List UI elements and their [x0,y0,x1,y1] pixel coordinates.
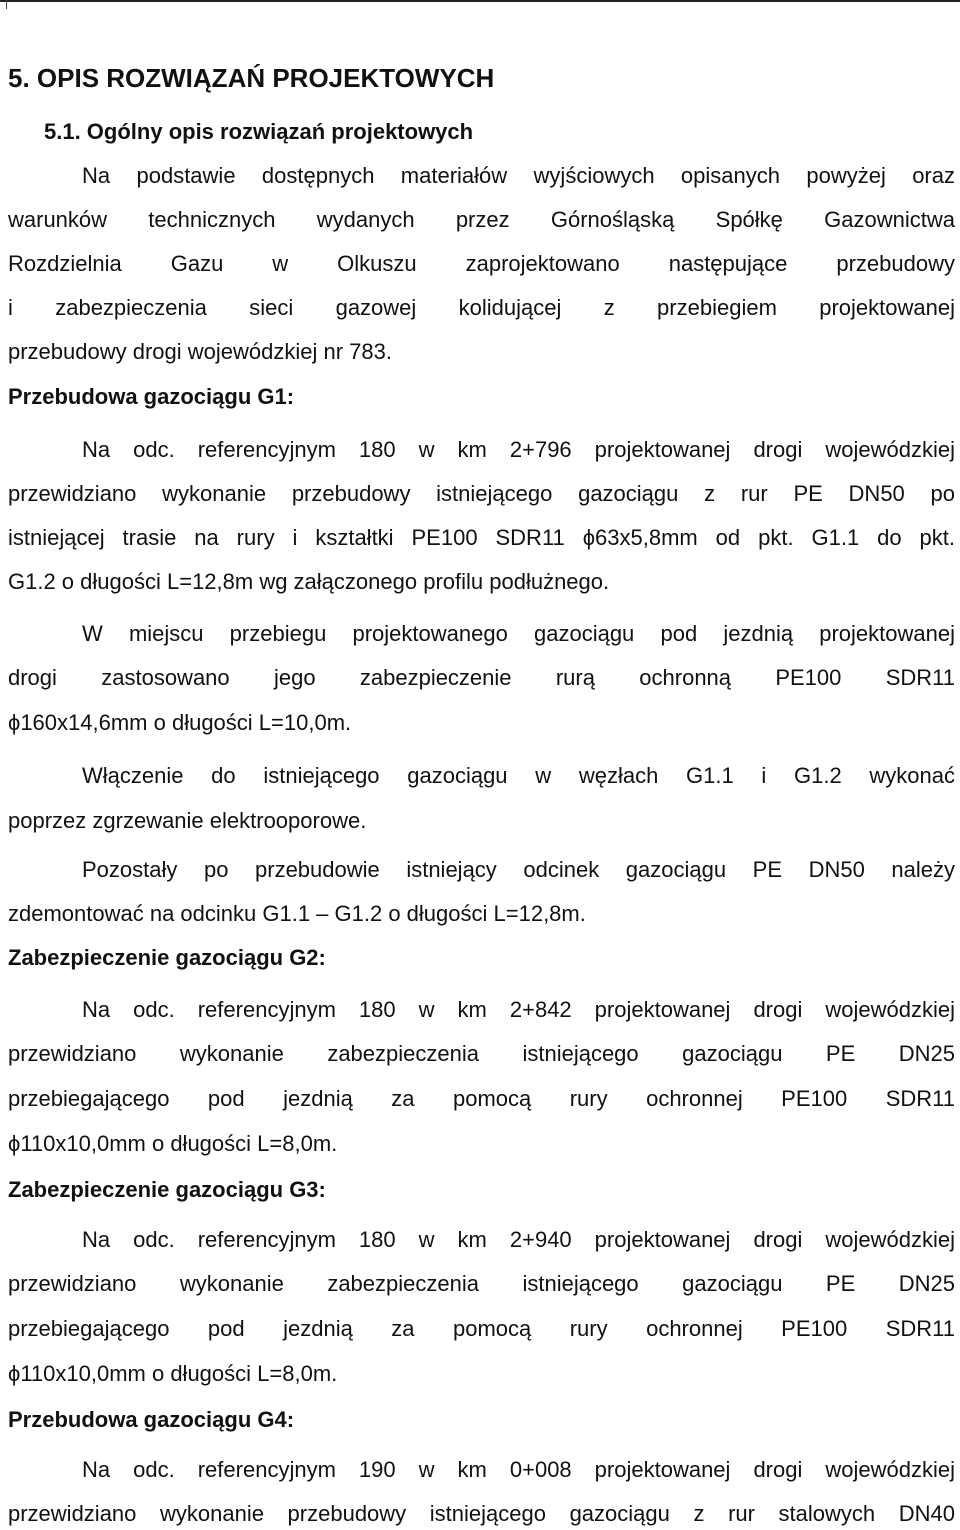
g3-line: przewidziano wykonanie zabezpieczenia istniejącego gazociągu PE DN25 [8,1271,955,1296]
g1-heading: Przebudowa gazociągu G1: [8,384,295,409]
g4-line: przewidziano wykonanie przebudowy istniejącego gazociągu z rur stalowych DN40 [8,1501,955,1526]
subsection-heading: 5.1. Ogólny opis rozwiązań projektowych [44,119,474,144]
g1-line: drogi zastosowano jego zabezpieczenie rurą ochronną PE100 SDR11 [8,665,955,690]
intro-line: Na podstawie dostępnych materiałów wyjściowych opisanych powyżej oraz [82,163,955,188]
g2-line: przewidziano wykonanie zabezpieczenia istniejącego gazociągu PE DN25 [8,1041,955,1066]
g3-line: Na odc. referencyjnym 180 w km 2+940 projektowanej drogi wojewódzkiej [82,1227,955,1252]
intro-line: warunków technicznych wydanych przez Górnośląską Spółkę Gazownictwa [8,207,955,232]
intro-line: Rozdzielnia Gazu w Olkuszu zaprojektowano następujące przebudowy [8,251,955,276]
g1-line: G1.2 o długości L=12,8m wg załączonego profilu podłużnego. [8,569,610,594]
g3-heading: Zabezpieczenie gazociągu G3: [8,1177,326,1202]
g1-line: ϕ160x14,6mm o długości L=10,0m. [8,710,352,735]
g1-line: Na odc. referencyjnym 180 w km 2+796 projektowanej drogi wojewódzkiej [82,437,955,462]
g2-line: ϕ110x10,0mm o długości L=8,0m. [8,1131,338,1156]
g2-heading: Zabezpieczenie gazociągu G2: [8,945,326,970]
intro-line: i zabezpieczenia sieci gazowej kolidującej z przebiegiem projektowanej [8,295,955,320]
top-rule [0,0,960,2]
g1-line: istniejącej trasie na rury i kształtki PE100 SDR11 ϕ63x5,8mm od pkt. G1.1 do pkt. [8,525,955,550]
g4-line: Na odc. referencyjnym 190 w km 0+008 projektowanej drogi wojewódzkiej [82,1457,955,1482]
g1-line: Pozostały po przebudowie istniejący odcinek gazociągu PE DN50 należy [82,857,955,882]
g1-line: poprzez zgrzewanie elektrooporowe. [8,808,367,833]
g3-line: ϕ110x10,0mm o długości L=8,0m. [8,1361,338,1386]
g2-line: przebiegającego pod jezdnią za pomocą rury ochronnej PE100 SDR11 [8,1086,955,1111]
g3-line: przebiegającego pod jezdnią za pomocą rury ochronnej PE100 SDR11 [8,1316,955,1341]
g1-line: W miejscu przebiegu projektowanego gazociągu pod jezdnią projektowanej [82,621,955,646]
corner-tick [6,0,7,9]
g1-line: zdemontować na odcinku G1.1 – G1.2 o długości L=12,8m. [8,901,586,926]
g1-line: Włączenie do istniejącego gazociągu w węzłach G1.1 i G1.2 wykonać [82,763,955,788]
g1-line: przewidziano wykonanie przebudowy istniejącego gazociągu z rur PE DN50 po [8,481,955,506]
section-heading: 5. OPIS ROZWIĄZAŃ PROJEKTOWYCH [8,63,495,93]
g4-heading: Przebudowa gazociągu G4: [8,1407,295,1432]
intro-line: przebudowy drogi wojewódzkiej nr 783. [8,339,392,364]
g2-line: Na odc. referencyjnym 180 w km 2+842 projektowanej drogi wojewódzkiej [82,997,955,1022]
